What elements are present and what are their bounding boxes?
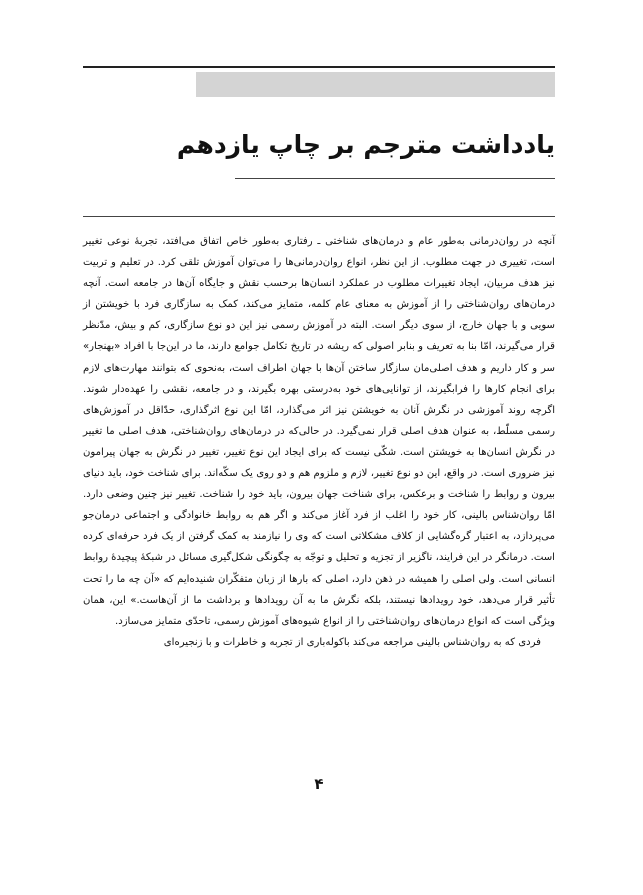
body-separator-rule — [83, 216, 555, 217]
chapter-title: یادداشت مترجم بر چاپ یازدهم — [176, 130, 555, 159]
page-number: ۴ — [314, 775, 324, 793]
body-paragraph: فردی که به روان‌شناس بالینی مراجعه می‌کند باکوله‌باری از تجربه و خاطرات و با زنجیره‌ای — [163, 636, 541, 648]
title-underline-rule — [235, 178, 555, 179]
top-rule — [83, 66, 555, 68]
body-text — [83, 231, 555, 653]
chapter-header-band — [196, 72, 555, 97]
body-paragraph: آنچه در روان‌درمانی به‌طور عام و درمان‌های شناختی ـ رفتاری به‌طور خاص اتفاق می‌افتد، تجربهٔ نوعی تغییر است، تغییری در جهت مطلوب. از این نظر، انواع روان‌درمانی‌ها را می‌توان آموزش تلقی کرد. در تعلیم و تربیت نیز هدف مربیان، ایجاد تغییرات مطلوب در عملکرد انسان‌ها برحسب نقش و جایگاه آن‌ها در جامعه است. آنچه درمان‌های روان‌شناختی را از آموزش به معنای عام کلمه، متمایز می‌کند، کمک به سازگاری فرد با خویشتن از سویی و با جهان خارج، از سوی دیگر است. البته در آموزش رسمی نیز این دو نوع سازگاری، کم و بیش، مدّنظر قرار می‌گیرند، امّا بنا به تعریف و بنابر اصولی که ریشه در تاریخ تکامل جوامع دارند، ما در این‌جا با افراد «بهنجار» سر و کار داریم و هدف اصلی‌مان سازگار ساختن آن‌ها با جهان اطراف است، به‌نحوی که بتوانند مهارت‌های لازم برای انجام کارها را فرابگیرند، از توانایی‌های خود به‌درستی بهره بگیرند، و در جامعه، نقشی را عهده‌دار شوند. اگرچه روند آموزشی در نگرش آنان به خویشتن نیز اثر می‌گذارد، امّا این نوع اثرگذاری، حدّاقل در آموزش‌های رسمی مسلّط، به عنوان هدف اصلی قرار نمی‌گیرد. در حالی‌که در درمان‌های روان‌شناختی، هدف اصلی ما تغییر در نگرش انسان‌ها به خویشتن است. شکّی نیست که برای ایجاد این نوع تغییر، تغییر در نگرش به جهان پیرامون نیز ضروری است. در واقع، این دو نوع تغییر، لازم و ملزوم هم و دو روی یک سکّه‌اند. برای شناخت خود، باید دنیای بیرون و روابط را شناخت و برعکس، برای شناخت جهان بیرون، باید خود را شناخت. تغییر نیز چنین وضعی دارد. امّا روان‌شناس بالینی، کار خود را اغلب از فرد آغاز می‌کند و اگر هم به روابط خانوادگی و اجتماعی درمان‌جو می‌پردازد، به اعتبار گره‌گشایی از کلاف مشکلاتی است که وی را نیازمند به کمک گرفتن از یک فرد حرفه‌ای کرده است. درمانگر در این فرایند، ناگزیر از تجزیه و تحلیل و توجّه به چگونگی شکل‌گیری مسائل در شبکهٔ پیچیدهٔ روابط انسانی است. ولی اصلی را همیشه در ذهن دارد، اصلی که بارها از زبان متفکّران شنیده‌ایم که «آن چه ما را تحت تأثیر قرار می‌دهد، خود رویدادها نیستند، بلکه نگرش ما به آن رویدادها و برداشت ما از آن‌هاست.» این، همان ویژگی است که انواع درمان‌های روان‌شناختی را از انواع شیوه‌های آموزش رسمی، تاحدّی متمایز می‌سازد. — [83, 236, 555, 627]
